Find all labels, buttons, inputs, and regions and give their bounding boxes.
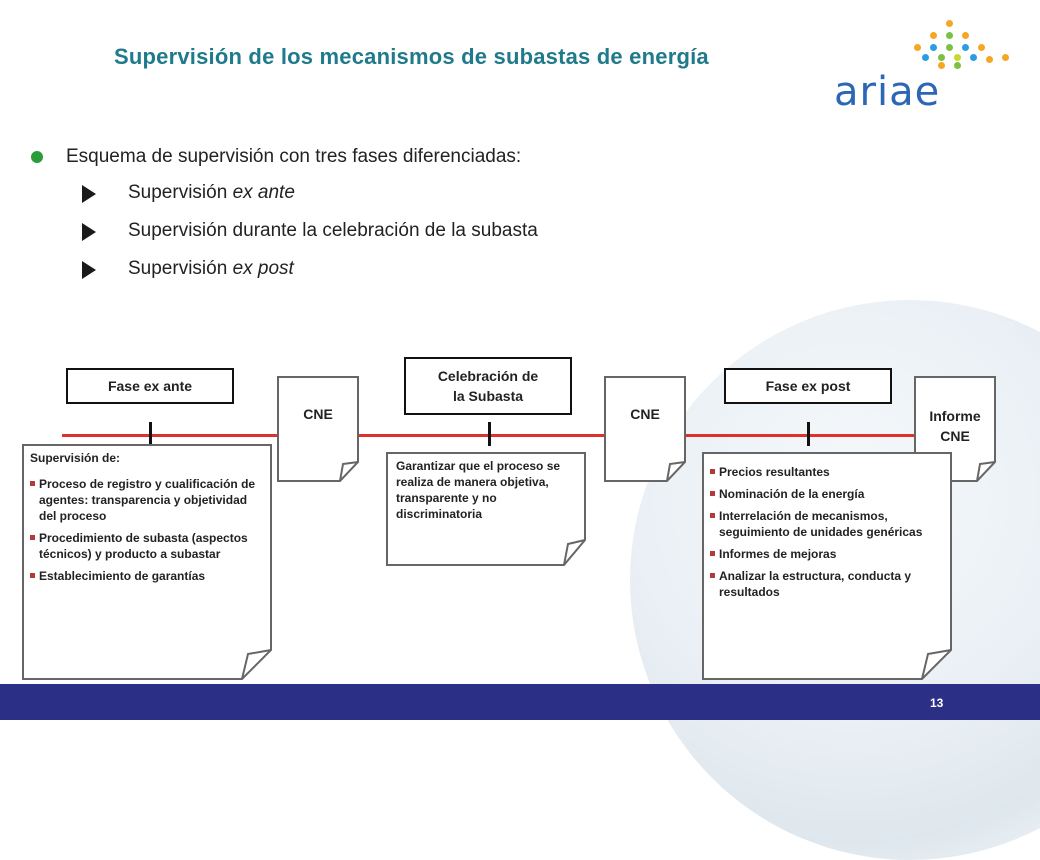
arrow-right-icon	[82, 185, 96, 203]
logo-dot	[954, 62, 961, 69]
logo-dot	[986, 56, 993, 63]
timeline-tick-ex-ante	[149, 422, 152, 446]
list-item: Proceso de registro y cualificación de agentes: transparencia y objetividad del proceso	[30, 476, 262, 524]
logo-wordmark: ariae	[834, 69, 941, 115]
logo-dot	[938, 62, 945, 69]
logo-dot	[962, 32, 969, 39]
note-ex-post-content	[710, 464, 942, 606]
note-ex-ante-list	[30, 476, 262, 584]
phase-celebracion-label-line1: Celebración de	[437, 368, 539, 384]
list-item: Analizar la estructura, conducta y resultados	[710, 568, 942, 600]
list-item: Establecimiento de garantías	[30, 568, 262, 584]
cne-label-1: CNE	[303, 406, 333, 422]
logo-dot	[962, 44, 969, 51]
sub-text: Supervisión durante la celebración de la subasta	[128, 220, 538, 241]
sub-bullet-text	[128, 182, 295, 204]
arrow-right-icon	[82, 261, 96, 279]
list-item: Precios resultantes	[710, 464, 942, 480]
main-bullet-text: Esquema de supervisión con tres fases diferenciadas:	[66, 146, 522, 167]
sub-italic: ex ante	[232, 182, 295, 203]
timeline-tick-ex-post	[807, 422, 810, 446]
logo-dot	[922, 54, 929, 61]
logo-dot	[946, 44, 953, 51]
logo-dot	[930, 44, 937, 51]
timeline-tick-celebracion	[488, 422, 491, 446]
cne-label-2: CNE	[630, 406, 660, 422]
note-ex-post	[702, 452, 952, 680]
phase-ex-ante-box	[66, 368, 234, 404]
note-ex-ante-content	[30, 450, 262, 590]
sub-bullet-text	[128, 258, 294, 280]
informe-label-line1: Informe	[929, 408, 981, 424]
slide-title: Supervisión de los mecanismos de subastas de energía	[114, 44, 709, 69]
note-ex-post-list	[710, 464, 942, 600]
document-shape-icon	[277, 376, 359, 482]
phase-ex-ante-label: Fase ex ante	[107, 378, 193, 394]
cne-document-1	[277, 376, 359, 482]
informe-cne-label	[914, 406, 996, 446]
logo-dot	[930, 32, 937, 39]
sub-text: Supervisión	[128, 182, 233, 203]
logo-dot	[946, 32, 953, 39]
logo-dot	[938, 54, 945, 61]
logo-dot	[1002, 54, 1009, 61]
arrow-right-icon	[82, 223, 96, 241]
sub-bullet-text	[128, 220, 538, 242]
list-item: Procedimiento de subasta (aspectos técnicos) y producto a subastar	[30, 530, 262, 562]
bullet-dot-icon	[31, 151, 43, 163]
page-number: 13	[930, 696, 944, 710]
footer-bar	[0, 684, 1040, 720]
note-celebracion-text: Garantizar que el proceso se realiza de manera objetiva, transparente y no discriminatoria	[396, 459, 561, 521]
list-item: Nominación de la energía	[710, 486, 942, 502]
phase-celebracion-label-line2: la Subasta	[452, 388, 524, 404]
cne-document-2	[604, 376, 686, 482]
logo-dot	[914, 44, 921, 51]
informe-label-line2: CNE	[940, 428, 970, 444]
document-shape-icon	[604, 376, 686, 482]
note-ex-ante	[22, 444, 272, 680]
note-ex-ante-heading: Supervisión de:	[30, 451, 121, 465]
logo-dot	[954, 54, 961, 61]
logo-dot	[970, 54, 977, 61]
phase-celebracion-box	[404, 357, 572, 415]
list-item: Informes de mejoras	[710, 546, 942, 562]
logo-dot	[946, 20, 953, 27]
note-celebracion	[386, 452, 586, 566]
phase-ex-post-label: Fase ex post	[765, 378, 851, 394]
ariae-logo	[826, 14, 1026, 114]
timeline-line	[62, 434, 942, 437]
logo-dot	[978, 44, 985, 51]
sub-text: Supervisión	[128, 258, 233, 279]
list-item: Interrelación de mecanismos, seguimiento de unidades genéricas	[710, 508, 942, 540]
sub-italic: ex post	[232, 258, 294, 279]
phase-ex-post-box	[724, 368, 892, 404]
